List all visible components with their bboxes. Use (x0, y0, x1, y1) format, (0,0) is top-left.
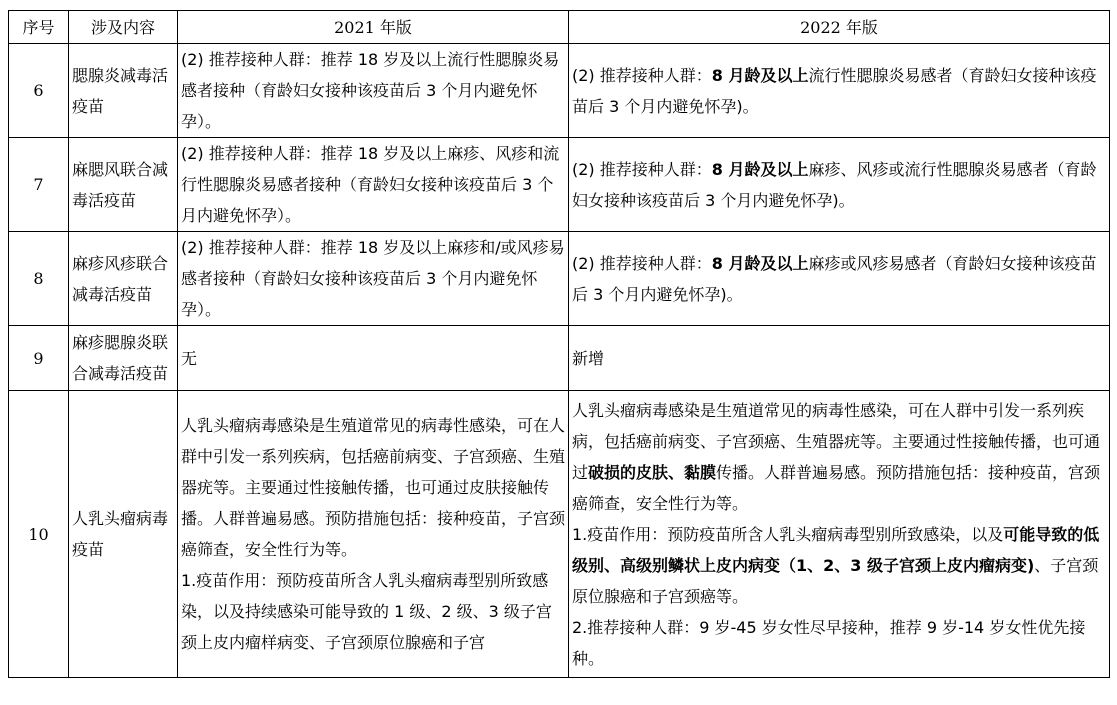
row-number: 10 (9, 391, 69, 678)
text-segment: 、子宫颈原位腺癌和子宫颈癌等。 (572, 555, 1099, 606)
paragraph: 2.推荐接种人群：9 岁-45 岁女性尽早接种，推荐 9 岁-14 岁女性优先接种。 (572, 617, 1086, 668)
text-2021: (2) 推荐接种人群：推荐 18 岁及以上麻疹和/或风疹易感者接种（育龄妇女接种该疫苗后 3 个月内避免怀孕）。 (178, 232, 569, 326)
text-2022 (569, 232, 1110, 326)
text-segment: 传播。人群普遍易感。预防措施包括：接种疫苗，宫颈癌筛查，安全性行为等。 (572, 462, 1101, 513)
vaccine-name: 麻疹风疹联合减毒活疫苗 (69, 232, 178, 326)
bold-highlight: 可能导致的低级别、高级别鳞状上皮内病变（1、2、3 级子宫颈上皮内瘤病变) (572, 524, 1100, 575)
text-2022 (569, 44, 1110, 138)
paragraph: 1.疫苗作用：预防疫苗所含人乳头瘤病毒型别所致感染，以及持续感染可能导致的 1 级、2 级、3 级子宫颈上皮内瘤样病变、子宫颈原位腺癌和子宫 (181, 571, 552, 652)
table-row (9, 232, 1110, 326)
text-segment: 麻疹、风疹或流行性腮腺炎易感者（育龄妇女接种该疫苗后 3 个月内避免怀孕)。 (572, 159, 1097, 210)
text-2021 (178, 391, 569, 678)
text-2022: 新增 (569, 326, 1110, 391)
row-number: 8 (9, 232, 69, 326)
text-segment: 1.疫苗作用：预防疫苗所含人乳头瘤病毒型别所致感染，以及 (572, 524, 1004, 544)
header-2021-edition: 2021 年版 (178, 11, 569, 44)
text-2021: 无 (178, 326, 569, 391)
vaccine-name: 人乳头瘤病毒疫苗 (69, 391, 178, 678)
vaccine-name: 麻疹腮腺炎联合减毒活疫苗 (69, 326, 178, 391)
table-row (9, 138, 1110, 232)
row-number: 7 (9, 138, 69, 232)
text-segment: (2) 推荐接种人群： (572, 253, 712, 273)
text-2021: (2) 推荐接种人群：推荐 18 岁及以上流行性腮腺炎易感者接种（育龄妇女接种该疫苗后 3 个月内避免怀孕）。 (178, 44, 569, 138)
text-2021: (2) 推荐接种人群：推荐 18 岁及以上麻疹、风疹和流行性腮腺炎易感者接种（育龄妇女接种该疫苗后 3 个月内避免怀孕）。 (178, 138, 569, 232)
vaccine-comparison-table (8, 10, 1110, 678)
vaccine-name: 麻腮风联合减毒活疫苗 (69, 138, 178, 232)
table-row (9, 326, 1110, 391)
header-row (9, 11, 1110, 44)
paragraph (572, 395, 1106, 519)
text-2022 (569, 391, 1110, 678)
table-row (9, 44, 1110, 138)
bold-highlight: 破损的皮肤、黏膜 (588, 462, 717, 482)
text-segment: (2) 推荐接种人群： (572, 65, 712, 85)
text-segment: 流行性腮腺炎易感者（育龄妇女接种该疫苗后 3 个月内避免怀孕)。 (572, 65, 1097, 116)
row-number: 6 (9, 44, 69, 138)
row-number: 9 (9, 326, 69, 391)
bold-highlight: 8 月龄及以上 (711, 253, 809, 273)
paragraph: 人乳头瘤病毒感染是生殖道常见的病毒性感染，可在人群中引发一系列疾病，包括癌前病变、子宫颈癌、生殖器疣等。主要通过性接触传播，也可通过皮肤接触传播。人群普遍易感。预防措施包括：接种疫苗，子宫颈癌筛查，安全性行为等。 (181, 416, 566, 559)
bold-highlight: 8 月龄及以上 (711, 159, 809, 179)
text-segment: 人乳头瘤病毒感染是生殖道常见的病毒性感染，可在人群中引发一系列疾病，包括癌前病变、子宫颈癌、生殖器疣等。主要通过性接触传播，也可通过 (572, 400, 1101, 482)
text-2022 (569, 138, 1110, 232)
vaccine-name: 腮腺炎减毒活疫苗 (69, 44, 178, 138)
text-segment: (2) 推荐接种人群： (572, 159, 712, 179)
header-content: 涉及内容 (69, 11, 178, 44)
table-row (9, 391, 1110, 678)
bold-highlight: 8 月龄及以上 (711, 65, 809, 85)
text-segment: 麻疹或风疹易感者（育龄妇女接种该疫苗后 3 个月内避免怀孕)。 (572, 253, 1097, 304)
header-serial-number: 序号 (9, 11, 69, 44)
paragraph (572, 519, 1106, 612)
header-2022-edition: 2022 年版 (569, 11, 1110, 44)
